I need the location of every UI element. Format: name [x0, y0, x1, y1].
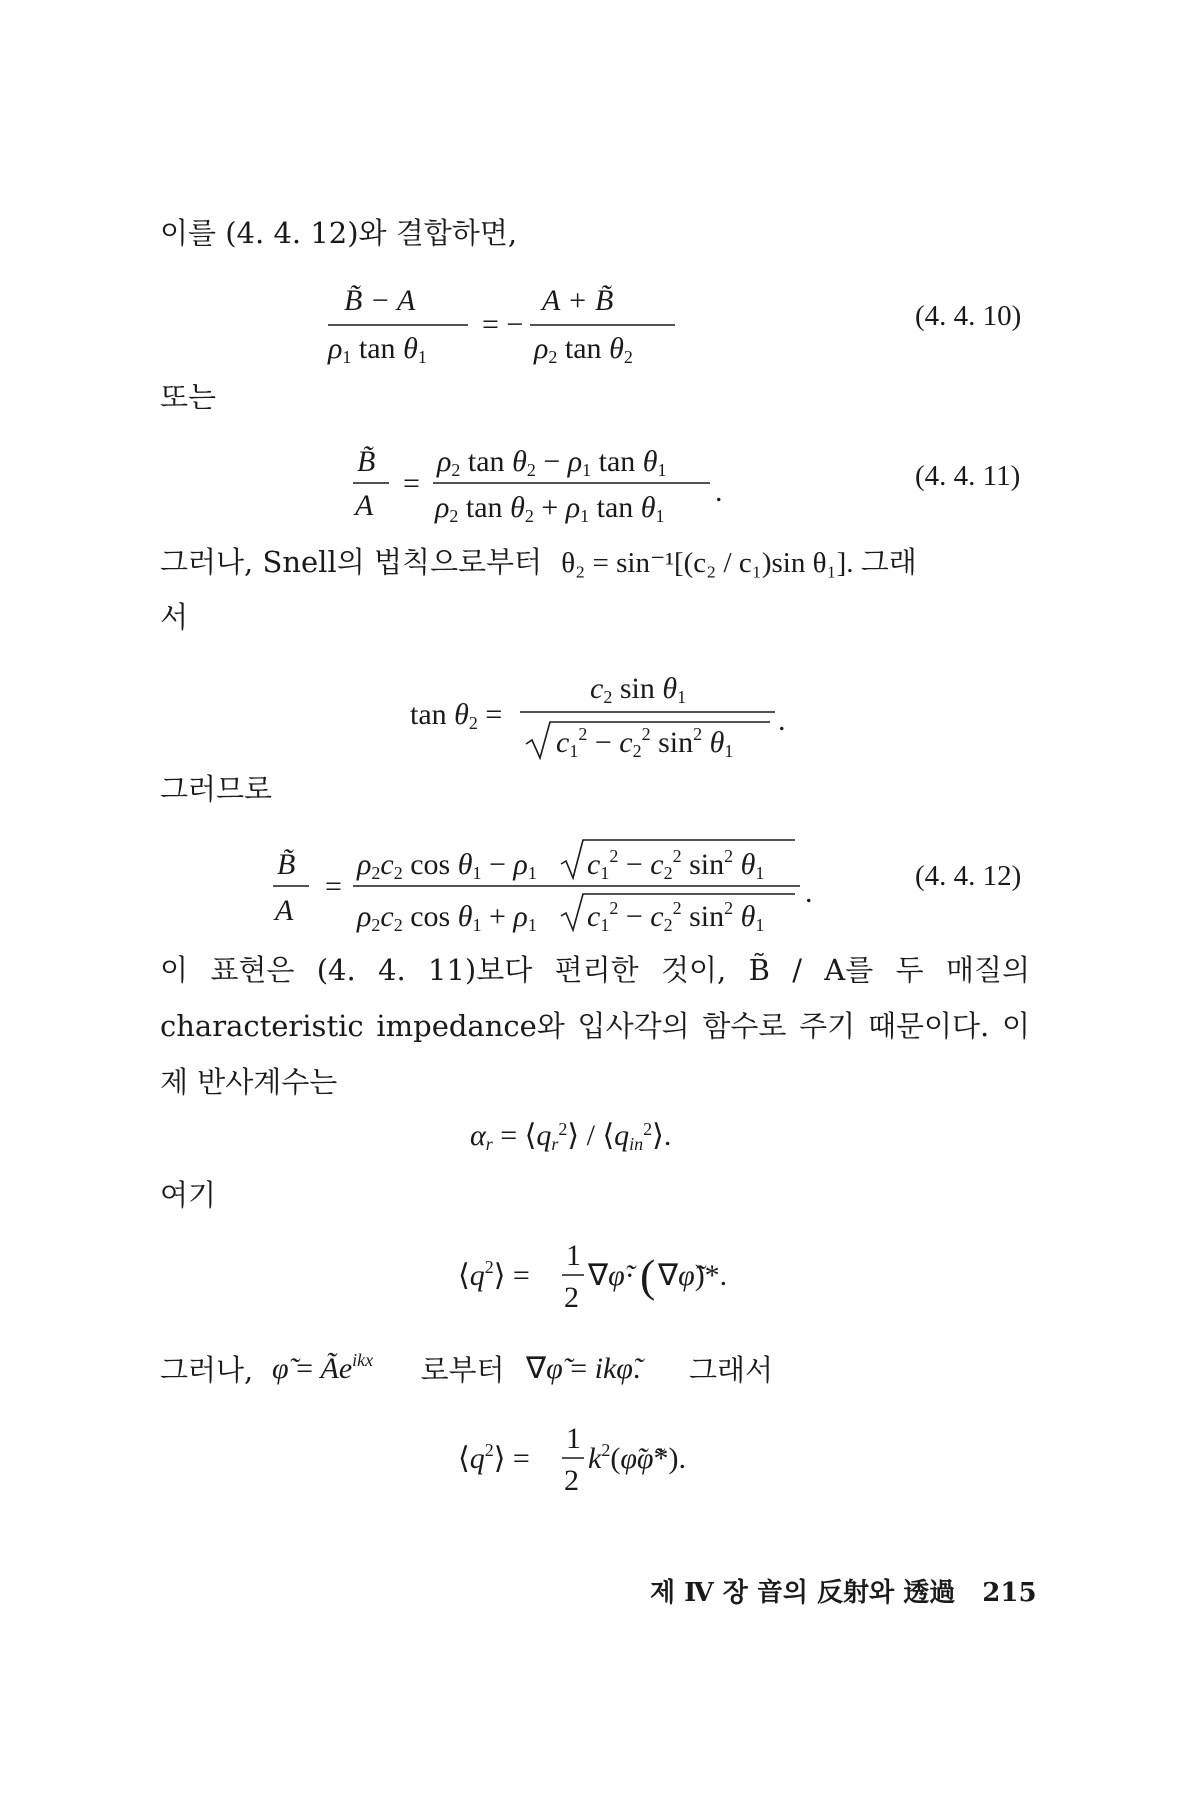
- svg-text:2: 2: [564, 1281, 579, 1314]
- svg-text:1: 1: [566, 1239, 581, 1272]
- svg-text:k2(φ̃φ̃*).: $k^2(\varphĩ\varphĩ*)$.: [588, 1440, 687, 1475]
- formula-grad-phi: [524, 1348, 674, 1388]
- svg-text:c12 − c22 sin2 θ1: $c1^2 - c2^2$ $\sin^2 \theta 1$: [587, 846, 765, 883]
- svg-text:.: .: [715, 475, 723, 508]
- svg-text:= −: = −: [482, 308, 524, 341]
- svg-text:=: =: [325, 870, 342, 903]
- svg-text:=: =: [403, 467, 420, 500]
- equation-number: (4. 4. 12): [915, 860, 1022, 892]
- paragraph-intro: 이를 (4. 4. 12)와 결합하면,: [160, 216, 518, 250]
- equation-4-4-10: [320, 270, 760, 380]
- paragraph-gradient: [160, 1348, 773, 1388]
- svg-text:A: A: [275, 894, 294, 927]
- chapter-title: 제 Ⅳ 장 音의 反射와 透過: [650, 1578, 956, 1608]
- page-number: 215: [982, 1578, 1037, 1608]
- svg-text:A: A: [355, 489, 374, 522]
- equation-4-4-11: [345, 435, 765, 535]
- equation-tan-theta2: [400, 660, 800, 770]
- paragraph-or: 또는: [160, 380, 217, 414]
- svg-text:c12 − c22 sin2 θ1: $c1^2 - c2^2$ $\sin^2 \theta 1$: [587, 898, 765, 935]
- svg-text:B̃ − A: B̃ − A: [344, 284, 416, 317]
- svg-text:ρ2 tan θ2: ρ2 tan θ2: [534, 332, 633, 367]
- gradient-therefore-text: 그래서: [688, 1353, 774, 1387]
- paragraph-here: 여기: [160, 1178, 217, 1212]
- svg-text:A + B̃: A + B̃: [542, 284, 614, 317]
- paragraph-snell-continued: 서: [160, 600, 189, 634]
- svg-text:c12 − c22 sin2 θ1: $c1^2 - c2^2$ $\sin^2 \theta 1$: [556, 724, 734, 761]
- equation-mean-square-2: [450, 1408, 750, 1508]
- svg-text:c2 sin θ1: c2 sin θ1: [590, 672, 687, 707]
- svg-text:αr = ⟨qr2⟩ / ⟨qin2⟩.: $\alpha r = ⟨qr^2⟩$ / ⟨qin$^2$⟩.: [470, 1119, 672, 1154]
- svg-text:⟨q2⟩ =: $⟨q^2⟩$ =: [458, 1257, 530, 1292]
- svg-text:∇φ̃ = ikφ̃.: ∇φ̃ = ikφ̃.: [525, 1352, 641, 1385]
- paragraph-therefore: 그러므로: [160, 772, 273, 806]
- page-footer: [650, 1572, 1037, 1609]
- formula-phi: [270, 1348, 420, 1388]
- gradient-intro-text: 그러나,: [160, 1353, 254, 1387]
- paragraph-snell: [160, 545, 917, 581]
- svg-text:B̃: B̃: [357, 445, 376, 478]
- equation-reflection-coefficient: [460, 1105, 760, 1165]
- svg-text:.: .: [805, 876, 813, 909]
- equation-mean-square-1: [450, 1225, 770, 1325]
- equation-number: (4. 4. 11): [915, 460, 1021, 492]
- svg-text:(: (: [640, 1250, 656, 1301]
- svg-text:ρ2 tan θ2 + ρ1 tan θ1: ρ2 tan θ2 + ρ1 tan θ1: [435, 491, 665, 526]
- paragraph-impedance: 이 표현은 (4. 4. 11)보다 편리한 것이, B̃ / A를 두 매질의 characteristic impedance와 입사각의 함수로 주기 때문이다. 이제 반사계수는: [160, 953, 1030, 1099]
- svg-text:B̃: B̃: [277, 848, 296, 881]
- svg-text:∇φ̃)*.: ∇φ̃)*.: [658, 1259, 728, 1292]
- snell-text: 그러나, Snell의 법칙으로부터: [160, 545, 543, 579]
- svg-text:ρ1 tan θ1: ρ1 tan θ1: [328, 332, 427, 367]
- svg-text:1: 1: [566, 1422, 581, 1455]
- svg-text:ρ2c2 cos θ1 + ρ1: ρ2c2 cos θ1 + ρ1: [357, 900, 537, 935]
- svg-text:tan θ2 =: tan θ2 =: [410, 698, 503, 733]
- gradient-from-text: 로부터: [420, 1353, 505, 1387]
- svg-text:.: .: [778, 704, 786, 737]
- svg-text:⟨q2⟩ =: $⟨q^2⟩$ =: [458, 1440, 530, 1475]
- svg-text:2: 2: [564, 1464, 579, 1497]
- equation-number: (4. 4. 10): [915, 300, 1022, 332]
- equation-4-4-12: [265, 830, 825, 945]
- svg-text:φ̃ = Ãeikx: φ̃ = $Ãe^{ikx}$: [272, 1350, 374, 1385]
- svg-text:ρ2c2 cos θ1 − ρ1: ρ2c2 cos θ1 − ρ1: [357, 848, 537, 883]
- svg-text:∇φ̃·: ∇φ̃·: [588, 1259, 635, 1292]
- svg-text:ρ2 tan θ2 − ρ1 tan θ1: ρ2 tan θ2 − ρ1 tan θ1: [437, 445, 667, 480]
- snell-formula: θ₂ = sin⁻¹[(c₂ / c₁)sin θ₁]. 그래: [561, 547, 917, 579]
